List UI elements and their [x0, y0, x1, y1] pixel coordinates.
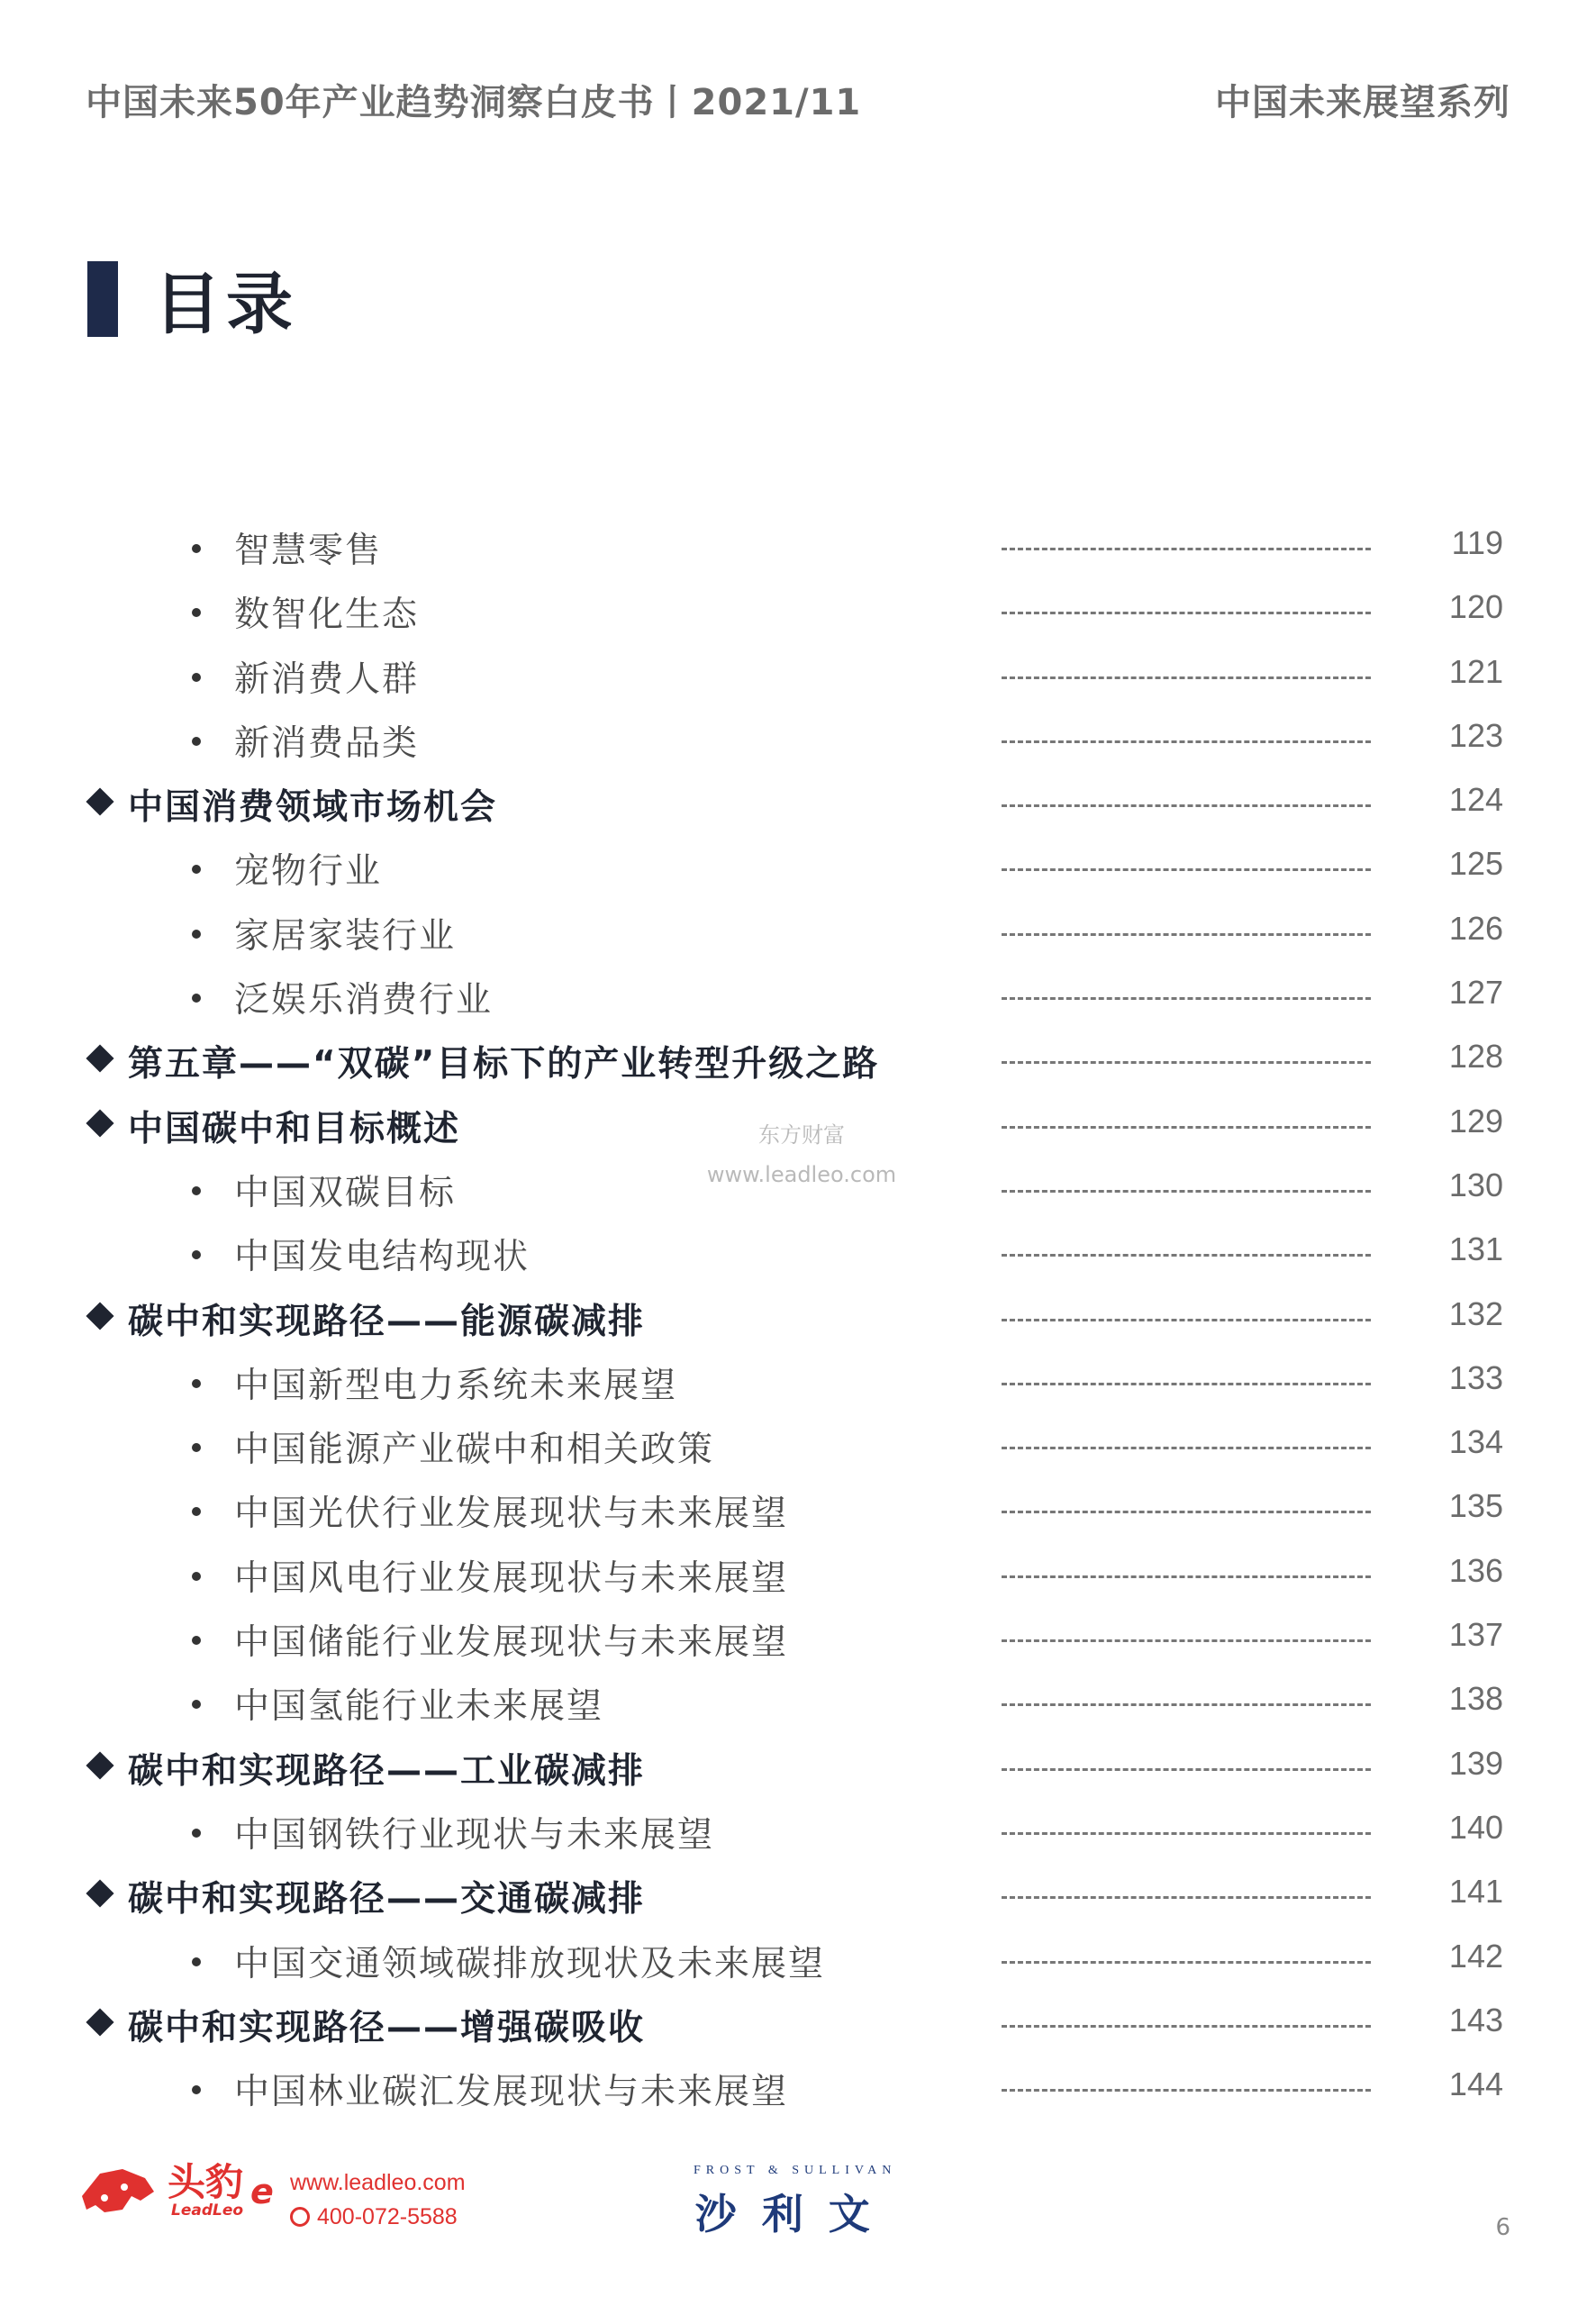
dotted-leader	[1002, 933, 1371, 936]
toc-subsection-row[interactable]	[0, 1609, 1596, 1673]
toc-entry-label: 中国储能行业发展现状与未来展望	[234, 1622, 789, 1664]
toc-page-number: 135	[1448, 1487, 1503, 1525]
toc-page-number: 134	[1448, 1423, 1503, 1461]
toc-page-number: 138	[1448, 1680, 1503, 1718]
diamond-bullet-icon	[86, 1302, 113, 1330]
diamond-bullet-icon	[86, 1109, 113, 1137]
dot-bullet-icon	[192, 1379, 201, 1388]
dot-bullet-icon	[192, 1250, 201, 1259]
dotted-leader	[1002, 1575, 1371, 1578]
dot-bullet-icon	[192, 1186, 201, 1195]
toc-entry-label: 碳中和实现路径——工业碳减排	[128, 1750, 646, 1792]
dot-bullet-icon	[192, 2085, 201, 2094]
toc-entry-label: 家居家装行业	[234, 915, 457, 957]
toc-subsection-row[interactable]	[0, 1223, 1596, 1287]
dotted-leader	[1002, 612, 1371, 614]
toc-page-number: 120	[1448, 588, 1503, 626]
toc-section-row[interactable]	[0, 1030, 1596, 1094]
dotted-leader	[1002, 2025, 1371, 2028]
toc-subsection-row[interactable]	[0, 967, 1596, 1030]
dotted-leader	[1002, 1319, 1371, 1321]
brand-name: 头豹	[168, 2160, 244, 2204]
toc-subsection-row[interactable]	[0, 1480, 1596, 1544]
toc-page-number: 139	[1448, 1744, 1503, 1782]
toc-page-number: 130	[1448, 1166, 1503, 1203]
toc-entry-label: 新消费人群	[234, 658, 420, 700]
toc-subsection-row[interactable]	[0, 646, 1596, 710]
toc-page-number: 121	[1448, 652, 1503, 690]
toc-entry-label: 中国新型电力系统未来展望	[234, 1365, 678, 1406]
dotted-leader	[1002, 1639, 1371, 1642]
leadleo-logo	[77, 2160, 274, 2223]
toc-subsection-row[interactable]	[0, 1930, 1596, 1994]
dot-bullet-icon	[192, 673, 201, 682]
dot-bullet-icon	[192, 544, 201, 553]
watermark-url: www.leadleo.com	[706, 1162, 897, 1187]
toc-entry-label: 中国发电结构现状	[234, 1237, 530, 1278]
dotted-leader	[1002, 676, 1371, 679]
toc-section-row[interactable]	[0, 1866, 1596, 1929]
toc-entry-label: 宠物行业	[234, 851, 383, 893]
toc-entry-label: 中国交通领域碳排放现状及未来展望	[234, 1943, 826, 1984]
dot-bullet-icon	[192, 1829, 201, 1838]
dotted-leader	[1002, 1703, 1371, 1706]
toc-page-number: 142	[1448, 1937, 1503, 1975]
partner-english-name: FROST & SULLIVAN	[694, 2164, 897, 2177]
toc-page-number: 143	[1448, 2001, 1503, 2038]
dotted-leader	[1002, 1896, 1371, 1899]
toc-entry-label: 中国双碳目标	[234, 1172, 457, 1213]
toc-entry-label: 中国钢铁行业现状与未来展望	[234, 1814, 715, 1856]
toc-subsection-row[interactable]	[0, 581, 1596, 645]
toc-subsection-row[interactable]	[0, 1416, 1596, 1480]
dot-bullet-icon	[192, 1700, 201, 1709]
toc-entry-label: 中国林业碳汇发展现状与未来展望	[234, 2072, 789, 2113]
toc-page-number: 128	[1448, 1038, 1503, 1076]
dotted-leader	[1002, 740, 1371, 743]
toc-entry-label: 数智化生态	[234, 595, 420, 636]
dot-bullet-icon	[192, 1572, 201, 1581]
phone-number: 400-072-5588	[317, 2204, 458, 2229]
dotted-leader	[1002, 1190, 1371, 1193]
toc-entry-label: 中国氢能行业未来展望	[234, 1686, 604, 1728]
toc-section-row[interactable]	[0, 1288, 1596, 1352]
toc-subsection-row[interactable]	[0, 1673, 1596, 1737]
dot-bullet-icon	[192, 865, 201, 874]
page-title-block	[87, 261, 298, 343]
toc-entry-label: 碳中和实现路径——增强碳吸收	[128, 2007, 646, 2048]
diamond-bullet-icon	[86, 2008, 113, 2036]
diamond-bullet-icon	[86, 1880, 113, 1908]
contact-info	[290, 2165, 466, 2234]
toc-page-number: 124	[1448, 781, 1503, 819]
toc-subsection-row[interactable]	[0, 903, 1596, 967]
toc-entry-label: 泛娱乐消费行业	[234, 980, 494, 1021]
toc-subsection-row[interactable]	[0, 1352, 1596, 1416]
toc-entry-label: 新消费品类	[234, 722, 420, 764]
toc-section-row[interactable]	[0, 1994, 1596, 2058]
dotted-leader	[1002, 548, 1371, 550]
toc-page-number: 141	[1448, 1873, 1503, 1911]
dot-bullet-icon	[192, 1957, 201, 1966]
table-of-contents	[0, 517, 1596, 2122]
dotted-leader	[1002, 1961, 1371, 1964]
toc-page-number: 131	[1448, 1230, 1503, 1268]
toc-section-row[interactable]	[0, 1738, 1596, 1802]
dotted-leader	[1002, 997, 1371, 1000]
brand-e-icon: e	[250, 2172, 274, 2211]
frost-sullivan-logo	[694, 2164, 896, 2241]
dot-bullet-icon	[192, 737, 201, 746]
dot-bullet-icon	[192, 994, 201, 1003]
toc-entry-label: 第五章——“双碳”目标下的产业转型升级之路	[128, 1044, 880, 1085]
toc-subsection-row[interactable]	[0, 838, 1596, 902]
dotted-leader	[1002, 1126, 1371, 1129]
header-series-name: 中国未来展望系列	[1215, 82, 1510, 123]
toc-page-number: 127	[1448, 974, 1503, 1012]
dotted-leader	[1002, 1832, 1371, 1835]
brand-sub: LeadLeo	[171, 2202, 244, 2220]
toc-entry-label: 中国光伏行业发展现状与未来展望	[234, 1493, 789, 1535]
toc-subsection-row[interactable]	[0, 1802, 1596, 1866]
toc-page-number: 136	[1448, 1551, 1503, 1589]
toc-entry-label: 碳中和实现路径——能源碳减排	[128, 1301, 646, 1342]
toc-subsection-row[interactable]	[0, 710, 1596, 774]
watermark-text: 东方财富	[758, 1122, 845, 1148]
diamond-bullet-icon	[86, 1751, 113, 1779]
dotted-leader	[1002, 1447, 1371, 1449]
diamond-bullet-icon	[86, 788, 113, 816]
toc-page-number: 119	[1451, 524, 1503, 561]
dot-bullet-icon	[192, 930, 201, 939]
dotted-leader	[1002, 804, 1371, 807]
header-report-title: 中国未来50年产业趋势洞察白皮书丨2021/11	[86, 82, 862, 123]
toc-page-number: 125	[1448, 845, 1503, 883]
toc-page-number: 133	[1448, 1358, 1503, 1396]
dotted-leader	[1002, 1254, 1371, 1257]
toc-page-number: 144	[1448, 2065, 1503, 2103]
website-link[interactable]: www.leadleo.com	[290, 2170, 466, 2195]
dot-bullet-icon	[192, 608, 201, 617]
toc-page-number: 126	[1448, 909, 1503, 947]
toc-entry-label: 中国消费领域市场机会	[128, 787, 498, 829]
leopard-logo-icon	[77, 2160, 159, 2223]
toc-page-number: 132	[1448, 1294, 1503, 1332]
dotted-leader	[1002, 1383, 1371, 1385]
dot-bullet-icon	[192, 1636, 201, 1645]
partner-chinese-name: 沙利文	[694, 2190, 895, 2238]
toc-section-row[interactable]	[0, 774, 1596, 838]
toc-page-number: 140	[1448, 1808, 1503, 1846]
toc-entry-label: 智慧零售	[234, 531, 383, 571]
page-number: 6	[1495, 2214, 1510, 2241]
dotted-leader	[1002, 868, 1371, 871]
dot-bullet-icon	[192, 1507, 201, 1516]
toc-subsection-row[interactable]	[0, 517, 1596, 581]
toc-page-number: 129	[1448, 1102, 1503, 1139]
dotted-leader	[1002, 1768, 1371, 1771]
dot-bullet-icon	[192, 1443, 201, 1452]
diamond-bullet-icon	[86, 1045, 113, 1073]
toc-entry-label: 中国能源产业碳中和相关政策	[234, 1430, 715, 1471]
toc-entry-label: 中国风电行业发展现状与未来展望	[234, 1557, 789, 1599]
toc-page-number: 137	[1448, 1616, 1503, 1654]
toc-entry-label: 碳中和实现路径——交通碳减排	[128, 1879, 646, 1920]
toc-page-number: 123	[1448, 716, 1503, 754]
page-title: 目录	[154, 266, 298, 343]
toc-subsection-row[interactable]	[0, 1545, 1596, 1609]
dotted-leader	[1002, 1511, 1371, 1513]
toc-subsection-row[interactable]	[0, 2058, 1596, 2122]
dotted-leader	[1002, 1061, 1371, 1064]
dotted-leader	[1002, 2089, 1371, 2092]
title-accent-bar	[87, 261, 118, 337]
phone-icon	[290, 2207, 310, 2227]
toc-entry-label: 中国碳中和目标概述	[128, 1108, 461, 1149]
